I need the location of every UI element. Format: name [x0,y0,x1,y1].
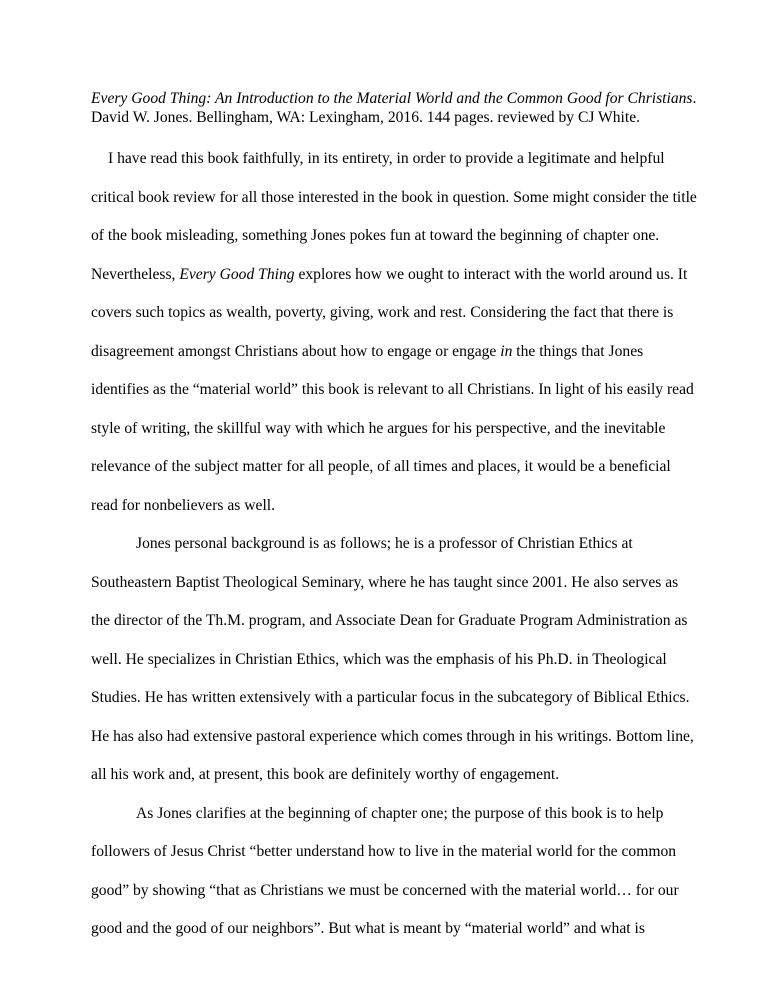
citation-details: David W. Jones. Bellingham, WA: Lexingham, 2016. 144 pages. reviewed by CJ White. [91,109,641,126]
paragraph-intro [91,149,697,534]
text-line: Studies. He has written extensively with a particular focus in the subcategory of Biblical Ethics. [91,689,690,706]
text-line: relevance of the subject matter for all people, of all times and places, it would be a beneficial [91,458,671,475]
text-line: He has also had extensive pastoral experience which comes through in his writings. Bottom line, [91,727,694,745]
italic-emphasis: in [500,342,513,360]
book-citation [91,89,751,127]
paragraph-purpose [91,804,691,958]
text-line: covers such topics as wealth, poverty, giving, work and rest. Considering the fact that there is [91,304,674,321]
text-line: followers of Jesus Christ “better understand how to live in the material world for the common [91,843,677,860]
text-line: As Jones clarifies at the beginning of chapter one; the purpose of this book is to help [136,804,664,822]
text-segment: explores how we ought to interact with the world around us. It [294,265,688,283]
text-line: identifies as the “material world” this book is relevant to all Christians. In light of his easily read [91,381,694,398]
text-line: style of writing, the skillful way with which he argues for his perspective, and the inevitable [91,419,666,437]
text-segment: disagreement amongst Christians about how to engage or engage [91,342,501,360]
text-line: well. He specializes in Christian Ethics, which was the emphasis of his Ph.D. in Theological [91,650,667,668]
text-line [91,342,691,381]
text-line: the director of the Th.M. program, and Associate Dean for Graduate Program Administration as [91,612,688,629]
text-line: of the book misleading, something Jones pokes fun at toward the beginning of chapter one. [91,227,660,244]
review-body [91,149,697,958]
text-segment: the things that Jones [512,342,644,360]
paragraph-author-background [91,534,694,804]
text-line: read for nonbelievers as well. [91,496,276,514]
text-line: Jones personal background is as follows; he is a professor of Christian Ethics at [136,535,633,552]
text-line [91,265,691,304]
text-segment: Nevertheless, [91,265,180,283]
text-line: good and the good of our neighbors”. But what is meant by “material world” and what is [91,920,645,937]
title-period: . [692,90,697,107]
text-line: I have read this book faithfully, in its entirety, in order to provide a legitimate and helpful [108,150,665,167]
text-line: critical book review for all those interested in the book in question. Some might consider the title [91,188,697,206]
citation-title-line [91,89,751,108]
italic-book-title: Every Good Thing [179,265,295,283]
book-title: Every Good Thing: An Introduction to the Material World and the Common Good for Christians [91,90,693,107]
text-line: all his work and, at present, this book are definitely worthy of engagement. [91,766,560,783]
text-line: Southeastern Baptist Theological Seminary, where he has taught since 2001. He also serves as [91,573,679,591]
text-line: good” by showing “that as Christians we must be concerned with the material world… for our [91,881,679,899]
